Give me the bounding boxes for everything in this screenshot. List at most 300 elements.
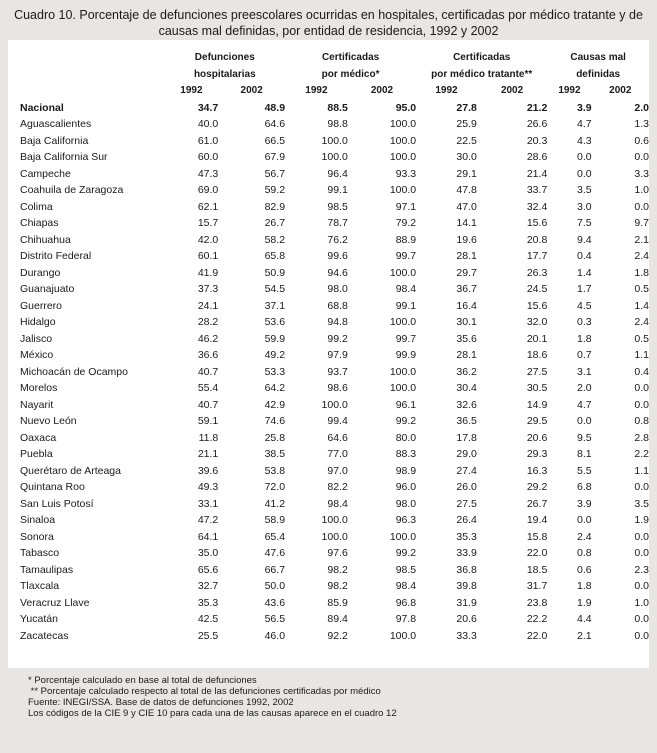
value-cell: 16.4: [456, 299, 477, 312]
entity-name: Sinaloa: [20, 514, 56, 526]
table-row-national: [20, 100, 649, 117]
value-cell: 3.3: [634, 167, 649, 180]
value-cell: 97.8: [395, 613, 417, 625]
value-cell: 99.2: [395, 415, 417, 427]
value-cell: 28.6: [526, 151, 548, 163]
value-cell: 99.7: [395, 250, 417, 262]
value-cell: 98.5: [395, 563, 417, 576]
value-cell: 56.7: [264, 167, 286, 180]
value-cell: 100.0: [389, 151, 417, 163]
value-cell: 4.3: [576, 134, 592, 147]
entity-name: Baja California: [20, 134, 89, 147]
value-cell: 100.0: [321, 514, 348, 526]
value-cell: 29.5: [526, 415, 548, 427]
value-cell: 22.0: [526, 629, 548, 642]
value-cell: 65.6: [197, 563, 219, 576]
value-cell: 55.4: [197, 382, 219, 394]
value-cell: 100.0: [389, 118, 417, 130]
value-cell: 93.7: [327, 365, 348, 378]
value-cell: 36.6: [197, 349, 219, 361]
value-cell: 92.2: [327, 629, 348, 642]
value-cell: 50.9: [264, 266, 286, 279]
value-cell: 98.2: [327, 563, 348, 576]
value-cell: 96.3: [395, 514, 417, 526]
value-cell: 24.5: [526, 283, 548, 295]
value-cell: 30.0: [456, 151, 477, 163]
value-cell: 59.1: [197, 415, 219, 427]
entity-name: Tabasco: [20, 547, 60, 559]
value-cell: 64.6: [264, 118, 286, 130]
table-row: [20, 133, 649, 150]
value-cell: 97.1: [395, 200, 417, 213]
value-cell: 28.2: [197, 316, 219, 328]
entity-name: Nuevo León: [20, 415, 77, 427]
value-cell: 53.8: [264, 464, 286, 477]
value-cell: 2.4: [576, 530, 592, 543]
value-cell: 2.0: [634, 101, 649, 114]
value-cell: 100.0: [389, 382, 417, 394]
value-cell: 3.9: [576, 497, 592, 510]
value-cell: 4.7: [576, 118, 592, 130]
value-cell: 99.1: [395, 299, 417, 312]
value-cell: 53.6: [264, 316, 286, 328]
value-cell: 34.7: [197, 101, 219, 114]
table-row: [20, 232, 649, 249]
value-cell: 2.8: [634, 431, 649, 444]
value-cell: 0.0: [576, 167, 592, 180]
value-cell: 68.8: [327, 299, 348, 312]
value-cell: 98.0: [327, 283, 348, 295]
table-body: [20, 100, 649, 645]
value-cell: 96.4: [327, 167, 348, 180]
value-cell: 98.9: [395, 464, 417, 477]
footnote-source: Fuente: INEGI/SSA. Base de datos de defunciones 1992, 2002: [28, 697, 294, 708]
value-cell: 3.5: [576, 184, 592, 196]
value-cell: 0.5: [634, 332, 649, 345]
value-cell: 99.9: [395, 349, 417, 361]
value-cell: 17.8: [456, 431, 477, 444]
value-cell: 1.3: [634, 118, 649, 130]
value-cell: 29.3: [526, 448, 548, 460]
value-cell: 4.5: [576, 299, 592, 312]
entity-name: Nayarit: [20, 398, 54, 411]
table-row: [20, 149, 649, 166]
value-cell: 64.6: [327, 431, 348, 444]
value-cell: 1.8: [634, 266, 649, 279]
value-cell: 1.0: [634, 596, 649, 609]
value-cell: 98.6: [327, 382, 348, 394]
value-cell: 26.4: [456, 514, 477, 526]
value-cell: 97.6: [327, 547, 348, 559]
table-row: [20, 529, 649, 546]
value-cell: 0.6: [634, 134, 649, 147]
value-cell: 3.9: [576, 101, 592, 114]
value-cell: 1.8: [576, 580, 592, 592]
value-cell: 0.0: [634, 613, 649, 625]
table-row: [20, 413, 649, 430]
value-cell: 33.3: [456, 629, 477, 642]
value-cell: 76.2: [327, 233, 348, 246]
year-header: 1992: [180, 85, 203, 96]
value-cell: 100.0: [321, 530, 348, 543]
value-cell: 0.0: [634, 200, 649, 213]
value-cell: 15.7: [197, 217, 219, 229]
value-cell: 15.6: [526, 299, 548, 312]
value-cell: 93.3: [395, 167, 417, 180]
value-cell: 0.0: [634, 547, 649, 559]
value-cell: 42.9: [264, 398, 286, 411]
value-cell: 25.9: [456, 118, 477, 130]
value-cell: 42.5: [197, 613, 219, 625]
table-row: [20, 496, 649, 513]
group-header-hospitalarias: Defunciones hospitalarias: [193, 52, 256, 80]
year-header: 1992: [558, 85, 581, 96]
value-cell: 31.7: [526, 580, 548, 592]
table-row: [20, 182, 649, 199]
value-cell: 98.8: [327, 118, 348, 130]
value-cell: 20.3: [526, 134, 548, 147]
value-cell: 33.1: [197, 497, 219, 510]
table-row: [20, 314, 649, 331]
value-cell: 35.6: [456, 332, 477, 345]
value-cell: 0.3: [576, 316, 592, 328]
table-title: Cuadro 10. Porcentaje de defunciones preescolares ocurridas en hospitales, certificadas por médico tratante y de causas mal definidas, por entidad de residencia, 1992 y 2002: [14, 8, 643, 38]
entity-name: Distrito Federal: [20, 250, 92, 262]
value-cell: 37.3: [197, 283, 219, 295]
value-cell: 35.0: [197, 547, 219, 559]
value-cell: 0.0: [634, 382, 649, 394]
value-cell: 35.3: [456, 530, 477, 543]
value-cell: 1.7: [576, 283, 592, 295]
value-cell: 2.4: [634, 316, 649, 328]
value-cell: 35.3: [197, 596, 219, 609]
footnotes: [28, 675, 648, 719]
value-cell: 40.7: [197, 398, 219, 411]
value-cell: 64.2: [264, 382, 286, 394]
table-row: [20, 298, 649, 315]
value-cell: 53.3: [264, 365, 286, 378]
value-cell: 46.0: [264, 629, 286, 642]
value-cell: 100.0: [389, 266, 417, 279]
entity-name: Sonora: [20, 530, 54, 543]
value-cell: 1.8: [576, 332, 592, 345]
value-cell: 29.0: [456, 448, 477, 460]
value-cell: 7.5: [576, 217, 592, 229]
value-cell: 32.7: [197, 580, 219, 592]
value-cell: 15.6: [526, 217, 548, 229]
value-cell: 32.0: [526, 316, 548, 328]
value-cell: 0.0: [634, 530, 649, 543]
value-cell: 30.4: [456, 382, 477, 394]
header-spacer: [20, 50, 165, 83]
value-cell: 47.8: [456, 184, 477, 196]
entity-name: Guerrero: [20, 299, 63, 312]
value-cell: 89.4: [327, 613, 348, 625]
value-cell: 27.5: [526, 365, 548, 378]
value-cell: 41.2: [264, 497, 286, 510]
value-cell: 1.1: [634, 349, 649, 361]
value-cell: 98.4: [395, 283, 417, 295]
entity-name: Tamaulipas: [20, 563, 74, 576]
value-cell: 32.4: [526, 200, 548, 213]
value-cell: 2.3: [634, 563, 649, 576]
value-cell: 66.5: [264, 134, 286, 147]
value-cell: 0.8: [576, 547, 592, 559]
value-cell: 97.9: [327, 349, 348, 361]
value-cell: 82.2: [327, 481, 348, 493]
value-cell: 88.9: [395, 233, 417, 246]
value-cell: 18.6: [526, 349, 548, 361]
value-cell: 2.2: [634, 448, 649, 460]
table-row: [20, 380, 649, 397]
group-header-certificadas: Certificadas por médico*: [321, 52, 380, 80]
value-cell: 2.1: [576, 629, 592, 642]
value-cell: 22.0: [526, 547, 548, 559]
value-cell: 99.4: [327, 415, 348, 427]
entity-name: Veracruz Llave: [20, 596, 90, 609]
value-cell: 100.0: [321, 398, 348, 411]
value-cell: 33.7: [526, 184, 548, 196]
table-row: [20, 479, 649, 496]
value-cell: 16.3: [526, 464, 548, 477]
value-cell: 22.5: [456, 134, 477, 147]
value-cell: 67.9: [264, 151, 286, 163]
entity-name: Nacional: [20, 101, 64, 114]
value-cell: 58.2: [264, 233, 286, 246]
value-cell: 65.8: [264, 250, 286, 262]
value-cell: 9.7: [634, 217, 649, 229]
value-cell: 0.0: [576, 151, 592, 163]
table-row: [20, 331, 649, 348]
value-cell: 4.7: [576, 398, 592, 411]
entity-name: Morelos: [20, 382, 58, 394]
value-cell: 74.6: [264, 415, 286, 427]
group-header-row: [20, 50, 649, 83]
data-table: [20, 50, 649, 644]
group-header-tratante: Certificadas por médico tratante**: [431, 52, 533, 80]
entity-name: Chihuahua: [20, 233, 71, 246]
value-cell: 96.0: [395, 481, 417, 493]
year-header: 2002: [609, 85, 632, 96]
value-cell: 26.7: [526, 497, 548, 510]
value-cell: 43.6: [264, 596, 286, 609]
value-cell: 27.8: [456, 101, 477, 114]
entity-name: Tlaxcala: [20, 580, 60, 592]
value-cell: 2.4: [634, 250, 649, 262]
value-cell: 20.6: [456, 613, 477, 625]
value-cell: 0.7: [576, 349, 592, 361]
value-cell: 59.9: [264, 332, 286, 345]
table-row: [20, 248, 649, 265]
value-cell: 5.5: [576, 464, 592, 477]
table-row: [20, 430, 649, 447]
value-cell: 98.4: [395, 580, 417, 592]
value-cell: 100.0: [389, 316, 417, 328]
value-cell: 1.9: [634, 514, 649, 526]
value-cell: 85.9: [327, 596, 348, 609]
value-cell: 77.0: [327, 448, 348, 460]
value-cell: 48.9: [264, 101, 286, 114]
value-cell: 56.5: [264, 613, 286, 625]
value-cell: 100.0: [389, 629, 417, 642]
value-cell: 24.1: [197, 299, 219, 312]
entity-name: Guanajuato: [20, 283, 75, 295]
value-cell: 29.2: [526, 481, 548, 493]
value-cell: 6.8: [576, 481, 592, 493]
value-cell: 4.4: [576, 613, 592, 625]
table-row: [20, 512, 649, 529]
value-cell: 39.8: [456, 580, 477, 592]
value-cell: 20.8: [526, 233, 548, 246]
value-cell: 36.8: [456, 563, 477, 576]
value-cell: 72.0: [264, 481, 286, 493]
entity-name: Michoacán de Ocampo: [20, 365, 128, 378]
value-cell: 19.4: [526, 514, 548, 526]
entity-name: Oaxaca: [20, 431, 57, 444]
value-cell: 15.8: [526, 530, 548, 543]
value-cell: 49.3: [197, 481, 219, 493]
year-header: 1992: [305, 85, 328, 96]
table-row: [20, 397, 649, 414]
entity-name: Quintana Roo: [20, 481, 85, 493]
table-row: [20, 215, 649, 232]
entity-name: Coahuila de Zaragoza: [20, 184, 124, 196]
entity-name: Durango: [20, 266, 61, 279]
value-cell: 32.6: [456, 398, 477, 411]
value-cell: 94.6: [327, 266, 348, 279]
value-cell: 1.4: [634, 299, 649, 312]
entity-name: México: [20, 349, 54, 361]
value-cell: 3.5: [634, 497, 649, 510]
value-cell: 1.1: [634, 464, 649, 477]
value-cell: 78.7: [327, 217, 348, 229]
value-cell: 36.2: [456, 365, 477, 378]
value-cell: 23.8: [526, 596, 548, 609]
value-cell: 99.2: [327, 332, 348, 345]
value-cell: 66.7: [264, 563, 286, 576]
year-header: 1992: [435, 85, 458, 96]
value-cell: 21.4: [526, 167, 548, 180]
year-header: 2002: [240, 85, 263, 96]
value-cell: 3.0: [576, 200, 592, 213]
entity-name: Jalisco: [20, 332, 53, 345]
value-cell: 80.0: [395, 431, 417, 444]
value-cell: 14.1: [456, 217, 477, 229]
value-cell: 0.4: [634, 365, 649, 378]
value-cell: 26.3: [526, 266, 548, 279]
entity-name: Zacatecas: [20, 629, 69, 642]
entity-name: Chiapas: [20, 217, 59, 229]
table-row: [20, 628, 649, 645]
footnote: ** Porcentaje calculado respecto al total de las defunciones certificadas por médico: [28, 686, 381, 697]
value-cell: 36.5: [456, 415, 477, 427]
value-cell: 61.0: [197, 134, 219, 147]
value-cell: 60.1: [197, 250, 219, 262]
value-cell: 98.5: [327, 200, 348, 213]
value-cell: 14.9: [526, 398, 548, 411]
value-cell: 88.3: [395, 448, 417, 460]
value-cell: 33.9: [456, 547, 477, 559]
value-cell: 47.3: [197, 167, 219, 180]
value-cell: 27.4: [456, 464, 477, 477]
value-cell: 97.0: [327, 464, 348, 477]
value-cell: 21.2: [526, 101, 548, 114]
value-cell: 17.7: [526, 250, 548, 262]
footnote: Los códigos de la CIE 9 y CIE 10 para cada una de las causas aparece en el cuadro 12: [28, 708, 397, 719]
value-cell: 21.1: [197, 448, 219, 460]
value-cell: 39.6: [197, 464, 219, 477]
value-cell: 0.0: [634, 398, 649, 411]
entity-name: Hidalgo: [20, 316, 56, 328]
value-cell: 62.1: [197, 200, 219, 213]
value-cell: 20.6: [526, 431, 548, 444]
value-cell: 100.0: [321, 134, 348, 147]
value-cell: 26.7: [264, 217, 286, 229]
table-row: [20, 116, 649, 133]
value-cell: 9.4: [576, 233, 592, 246]
value-cell: 26.6: [526, 118, 548, 130]
value-cell: 38.5: [264, 448, 286, 460]
value-cell: 28.1: [456, 349, 477, 361]
value-cell: 0.0: [634, 580, 649, 592]
table-row: [20, 364, 649, 381]
value-cell: 1.4: [576, 266, 592, 279]
table-row: [20, 446, 649, 463]
value-cell: 65.4: [264, 530, 286, 543]
value-cell: 28.1: [456, 250, 477, 262]
value-cell: 96.1: [395, 398, 417, 411]
entity-name: Campeche: [20, 167, 71, 180]
table-row: [20, 347, 649, 364]
value-cell: 47.0: [456, 200, 477, 213]
entity-name: Colima: [20, 200, 53, 213]
value-cell: 100.0: [321, 151, 348, 163]
group-header-mal-definidas: Causas mal definidas: [570, 52, 626, 80]
value-cell: 40.7: [197, 365, 219, 378]
value-cell: 82.9: [264, 200, 286, 213]
value-cell: 49.2: [264, 349, 286, 361]
value-cell: 99.6: [327, 250, 348, 262]
table-row: [20, 611, 649, 628]
entity-name: Aguascalientes: [20, 118, 92, 130]
value-cell: 96.8: [395, 596, 417, 609]
table-row: [20, 166, 649, 183]
value-cell: 0.0: [634, 151, 649, 163]
value-cell: 47.6: [264, 547, 286, 559]
value-cell: 0.6: [576, 563, 592, 576]
value-cell: 0.4: [576, 250, 592, 262]
header-spacer: [20, 83, 165, 100]
year-header: 2002: [370, 85, 394, 96]
value-cell: 99.2: [395, 547, 417, 559]
footnote: * Porcentaje calculado en base al total de defunciones: [28, 675, 257, 686]
value-cell: 0.5: [634, 283, 649, 295]
value-cell: 18.5: [526, 563, 548, 576]
value-cell: 99.1: [327, 184, 348, 196]
value-cell: 47.2: [197, 514, 219, 526]
value-cell: 27.5: [456, 497, 477, 510]
value-cell: 95.0: [395, 101, 417, 114]
value-cell: 100.0: [389, 184, 417, 196]
value-cell: 100.0: [389, 134, 417, 147]
value-cell: 2.0: [576, 382, 592, 394]
value-cell: 22.2: [526, 613, 548, 625]
value-cell: 88.5: [327, 101, 348, 114]
value-cell: 0.8: [634, 415, 649, 427]
value-cell: 0.0: [634, 629, 649, 642]
table-row: [20, 578, 649, 595]
value-cell: 64.1: [197, 530, 219, 543]
